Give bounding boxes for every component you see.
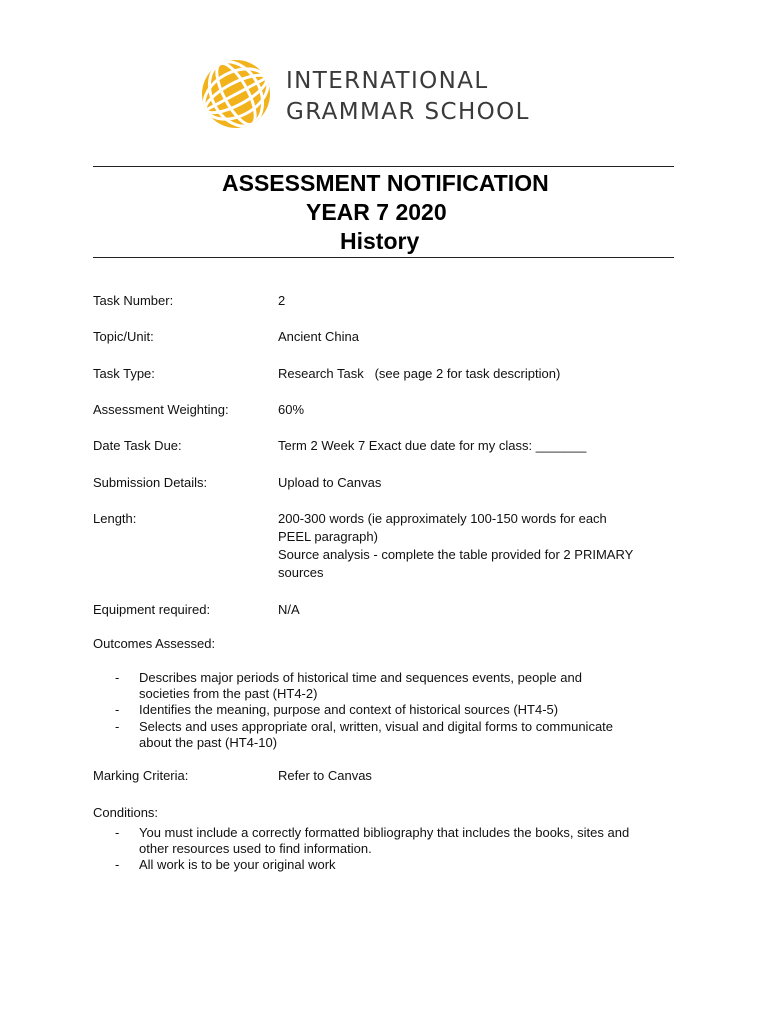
marking-value: Refer to Canvas [278, 768, 372, 783]
outcome-2-line-1: Identifies the meaning, purpose and context of historical sources (HT4-5) [139, 702, 559, 717]
title-assessment-notification: ASSESSMENT NOTIFICATION [222, 170, 549, 196]
length-label: Length: [93, 511, 137, 526]
task-number-label: Task Number: [93, 293, 174, 308]
school-name [286, 66, 530, 128]
condition-1-line-1: You must include a correctly formatted bibliography that includes the books, sites and [139, 825, 630, 840]
condition-2-line-1: All work is to be your original work [139, 857, 336, 872]
length-line-2: PEEL paragraph) [278, 529, 378, 544]
school-name-line-1: INTERNATIONAL [286, 68, 489, 94]
globe-logo-icon [200, 58, 272, 130]
bottom-rule [93, 257, 674, 258]
title-subject: History [340, 228, 420, 254]
due-date-label: Date Task Due: [93, 438, 182, 453]
bullet-dash: - [115, 719, 120, 734]
length-line-4: sources [278, 565, 324, 580]
task-type-value: Research Task (see page 2 for task description) [278, 366, 561, 381]
topic-value: Ancient China [278, 329, 359, 344]
outcome-1-line-1: Describes major periods of historical time and sequences events, people and [139, 670, 582, 685]
school-logo [200, 58, 580, 130]
bullet-dash: - [115, 702, 120, 717]
length-line-3: Source analysis - complete the table provided for 2 PRIMARY [278, 547, 634, 562]
outcome-3-line-1: Selects and uses appropriate oral, written, visual and digital forms to communicate [139, 719, 614, 734]
length-value [278, 510, 633, 582]
conditions-heading: Conditions: [93, 805, 159, 820]
school-name-line-2: GRAMMAR SCHOOL [286, 99, 530, 125]
outcomes-heading: Outcomes Assessed: [93, 636, 216, 651]
marking-label: Marking Criteria: [93, 768, 189, 783]
weighting-value: 60% [278, 402, 305, 417]
task-number-value: 2 [278, 293, 286, 308]
equipment-label: Equipment required: [93, 602, 211, 617]
submission-label: Submission Details: [93, 475, 208, 490]
equipment-value: N/A [278, 602, 300, 617]
outcome-3-line-2: about the past (HT4-10) [139, 735, 278, 750]
top-rule [93, 166, 674, 167]
topic-label: Topic/Unit: [93, 329, 154, 344]
bullet-dash: - [115, 857, 120, 872]
title-year: YEAR 7 2020 [306, 199, 447, 225]
weighting-label: Assessment Weighting: [93, 402, 229, 417]
bullet-dash: - [115, 670, 120, 685]
submission-value: Upload to Canvas [278, 475, 382, 490]
task-type-label: Task Type: [93, 366, 155, 381]
length-line-1: 200-300 words (ie approximately 100-150 words for each [278, 511, 607, 526]
condition-1-line-2: other resources used to find information. [139, 841, 372, 856]
due-date-value: Term 2 Week 7 Exact due date for my class: _______ [278, 438, 587, 453]
bullet-dash: - [115, 825, 120, 840]
outcome-1-line-2: societies from the past (HT4-2) [139, 686, 318, 701]
